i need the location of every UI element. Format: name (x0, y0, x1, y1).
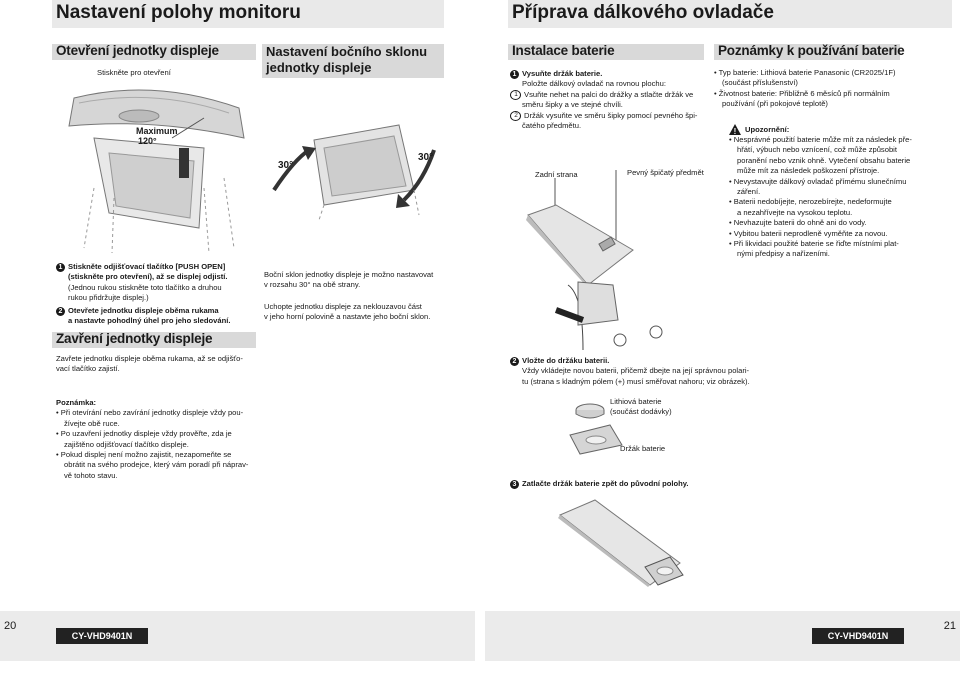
left-page-header (52, 0, 444, 28)
open-unit-title: Otevření jednotky displeje (56, 43, 219, 58)
tilt-heading (262, 44, 444, 78)
right-page-title: Příprava dálkového ovladače (512, 2, 774, 23)
close-unit-title: Zavření jednotky displeje (56, 331, 213, 346)
remote-insert-illustration (555, 495, 695, 587)
max-angle-label: 120° (138, 136, 157, 146)
remote-back-illustration (508, 160, 698, 356)
battery-notes-heading (714, 43, 905, 60)
open-step-2: 2 Otevřete jednotku displeje oběma rukama a nastavte pohodlný úhel pro jeho sledování. (56, 306, 230, 327)
close-unit-heading (52, 332, 256, 348)
warning-list: • Nesprávné použití baterie může mít za následek pře- hřátí, výbuch nebo vznícení, což může způsobit poranění nebo vznik ohně. Vytečení obsahu baterie může mít za následek poškození přístroje. • Nevystavujte dálkový ovladač přímému slunečnímu záření. • Baterii nedobíjejte, nerozebírejte, nedeformujte a nezahřívejte na vysokou teplotu. • Nevhazujte baterii do ohně ani do vody. • Vybitou baterii neprodleně vyměňte za novou. • Při likvidaci použité baterie se řiďte místními plat- nými předpisy a nařízeními. (729, 135, 912, 259)
battery-step-1: 1 Vysuňte držák baterie. Položte dálkový ovladač na rovnou plochu: 1 Vsuňte nehet na palci do drážky a stlačte držák ve směru šipky a ve stejné chvíli. 2 Držák vysuňte ve směru šipky pomocí pevného špi- čatého předmětu. (510, 69, 697, 131)
page-number-right: 21 (943, 620, 956, 632)
tilt-title-line-1: Nastavení bočního sklonu (266, 44, 428, 59)
left-page-title: Nastavení polohy monitoru (56, 2, 301, 23)
back-side-label: Zadní strana (535, 170, 578, 179)
warning-icon (729, 124, 741, 135)
step-number-1: 1 (56, 263, 65, 272)
model-label-left: CY-VHD9401N (56, 628, 148, 644)
sharp-object-label: Pevný špičatý předmět (627, 168, 704, 177)
open-illus-label: Stiskněte pro otevření (97, 68, 171, 77)
page-number-left: 20 (4, 620, 17, 632)
warning-title: Upozornění: (745, 125, 790, 134)
step-number-2: 2 (56, 307, 65, 316)
open-step-1: 1 Stiskněte odjišťovací tlačítko [PUSH OPEN] (stiskněte pro otevření), až se displej odjistí. (Jednou rukou stiskněte toto tlačítko a druhou rukou přidržujte displej.) (56, 262, 228, 304)
battery-notes-title: Poznámky k používání baterie (718, 43, 905, 58)
tilt-angle-left: 30° (278, 160, 294, 171)
battery-type-note: • Typ baterie: Lithiová baterie Panasonic (CR2025/1F) (součást příslušenství) • Životnost baterie: Přibližně 6 měsíců při normálním používání (při pokojové teplotě) (714, 68, 896, 109)
lithium-battery-label: Lithiová baterie (součást dodávky) (610, 397, 672, 417)
right-page-header (508, 0, 952, 28)
battery-step-3: 3 Zatlačte držák baterie zpět do původní polohy. (510, 479, 689, 489)
battery-install-heading (508, 44, 704, 60)
tilt-paragraph-1: Boční sklon jednotky displeje je možno nastavovat v rozsahu 30° na obě strany. (264, 270, 434, 290)
battery-step-2: 2 Vložte do držáku baterii. Vždy vkládejte novou baterii, přičemž dbejte na její správnou polari- tu (strana s kladným pólem (+) musí směřovat nahoru; viz obrázek). (510, 356, 750, 387)
note-block: Poznámka: • Při otevírání nebo zavírání jednotky displeje vždy pou- žívejte obě ruce. • Po uzavření jednotky displeje vždy prověřte, zda je zajištěno odjišťovací tlačítko displeje. • Pokud displej není možno zajistit, nezapomeňte se obrátit na svého prodejce, který vám poradí při náprav- vě tohoto stavu. (56, 398, 249, 480)
warning-sign: ! (733, 127, 737, 135)
tilt-title-line-2: jednotky displeje (266, 60, 372, 75)
maximum-label: Maximum (136, 126, 178, 136)
note-title: Poznámka: (56, 398, 97, 407)
tilt-angle-right: 30° (418, 152, 434, 163)
open-unit-heading (52, 44, 256, 60)
model-label-right: CY-VHD9401N (812, 628, 904, 644)
tilt-paragraph-2: Uchopte jednotku displeje za neklouzavou část v jeho horní polovině a nastavte jeho boční sklon. (264, 302, 431, 322)
open-unit-illustration (54, 78, 254, 254)
close-unit-text: Zavřete jednotku displeje oběma rukama, až se odjišťo- vací tlačítko zajistí. (56, 354, 243, 374)
battery-install-title: Instalace baterie (512, 43, 615, 58)
battery-holder-label: Držák baterie (620, 444, 666, 453)
